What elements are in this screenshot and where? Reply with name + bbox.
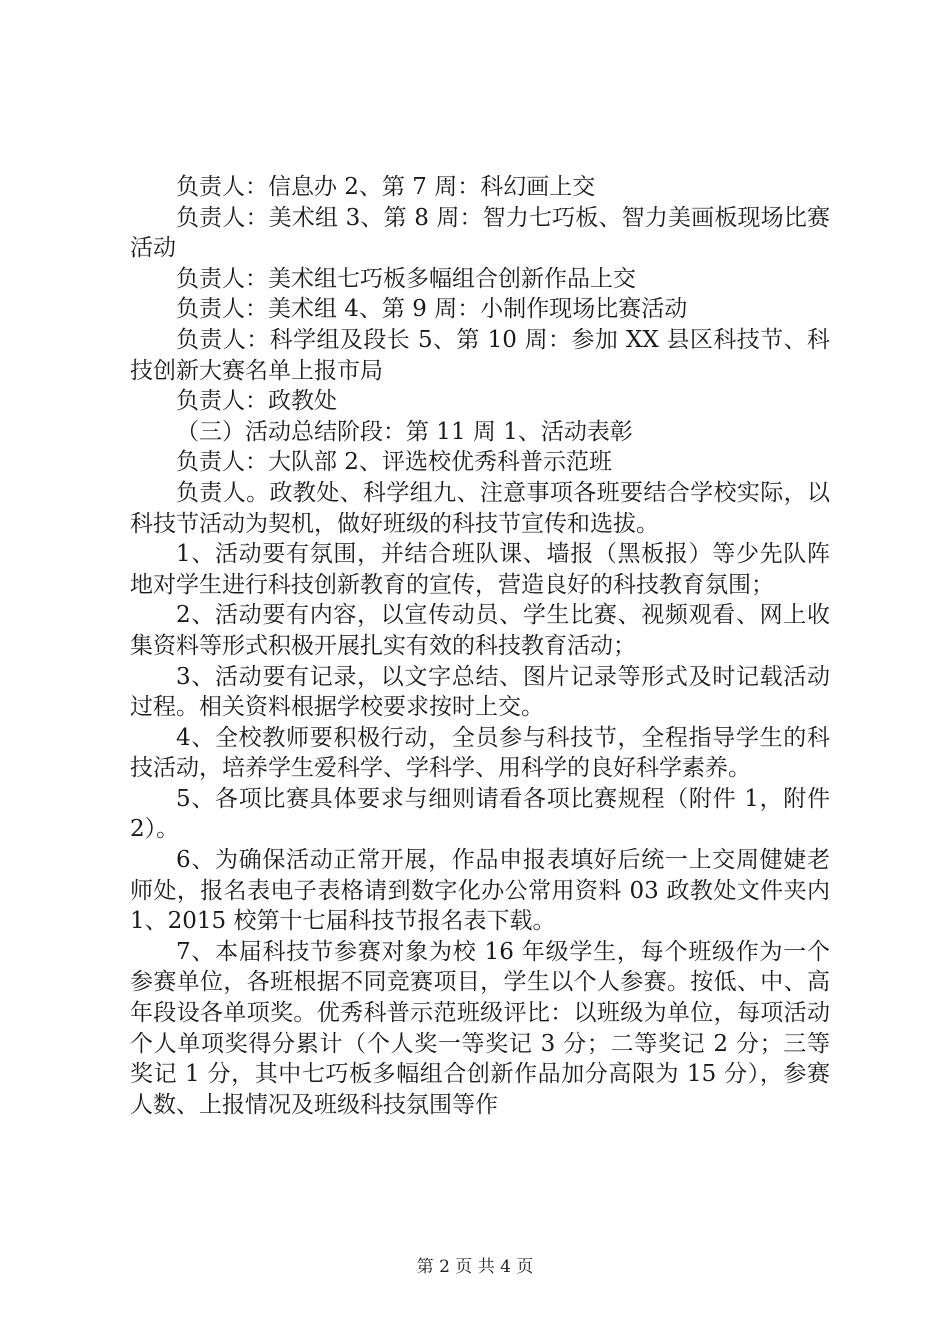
paragraph: 4、全校教师要积极行动，全员参与科技节，全程指导学生的科技活动，培养学生爱科学、学科学、用科学的良好科学素养。 (130, 724, 830, 782)
document-body (130, 172, 830, 1120)
paragraph: 负责人：大队部 2、评选校优秀科普示范班 (176, 449, 612, 476)
paragraph: 5、各项比赛具体要求与细则请看各项比赛规程（附件 1，附件 2）。 (130, 785, 830, 843)
paragraph: 2、活动要有内容，以宣传动员、学生比赛、视频观看、网上收集资料等形式积极开展扎实有效的科技教育活动； (130, 602, 830, 659)
paragraph: 3、活动要有记录，以文字总结、图片记录等形式及时记载活动过程。相关资料根据学校要求按时上交。 (130, 663, 830, 721)
paragraph: 6、为确保活动正常开展，作品申报表填好后统一上交周健婕老师处，报名表电子表格请到数字化办公常用资料 03 政教处文件夹内 1、2015 校第十七届科技节报名表下载。 (130, 847, 830, 935)
paragraph: 7、本届科技节参赛对象为校 16 年级学生，每个班级作为一个参赛单位，各班根据不同竞赛项目，学生以个人参赛。按低、中、高年段设各单项奖。优秀科普示范班级评比：以班级为单位，每项活动个人单项奖得分累计（个人奖一等奖记 3 分；二等奖记 2 分；三等奖记 1 分，其中七巧板多幅组合创新作品加分高限为 15 分），参赛人数、上报情况及班级科技氛围等作 (130, 938, 830, 1118)
paragraph: 负责人：美术组 4、第 9 周：小制作现场比赛活动 (176, 296, 688, 323)
paragraph: 负责人：信息办 2、第 7 周：科幻画上交 (176, 174, 596, 200)
paragraph: 负责人：美术组 3、第 8 周：智力七巧板、智力美画板现场比赛活动 (130, 204, 830, 262)
page-number-footer: 第 2 页 共 4 页 (416, 1257, 534, 1277)
paragraph: 负责人。政教处、科学组九、注意事项各班要结合学校实际，以科技节活动为契机，做好班级的科技节宣传和选拔。 (130, 479, 830, 537)
paragraph: 负责人：政教处 (176, 388, 337, 415)
paragraph: 1、活动要有氛围，并结合班队课、墙报（黑板报）等少先队阵地对学生进行科技创新教育的宣传，营造良好的科技教育氛围； (130, 541, 830, 598)
paragraph: 负责人：科学组及段长 5、第 10 周：参加 XX 县区科技节、科技创新大赛名单上报市局 (130, 326, 830, 384)
paragraph: 负责人：美术组七巧板多幅组合创新作品上交 (176, 265, 636, 292)
paragraph: （三）活动总结阶段：第 11 周 1、活动表彰 (176, 418, 633, 445)
